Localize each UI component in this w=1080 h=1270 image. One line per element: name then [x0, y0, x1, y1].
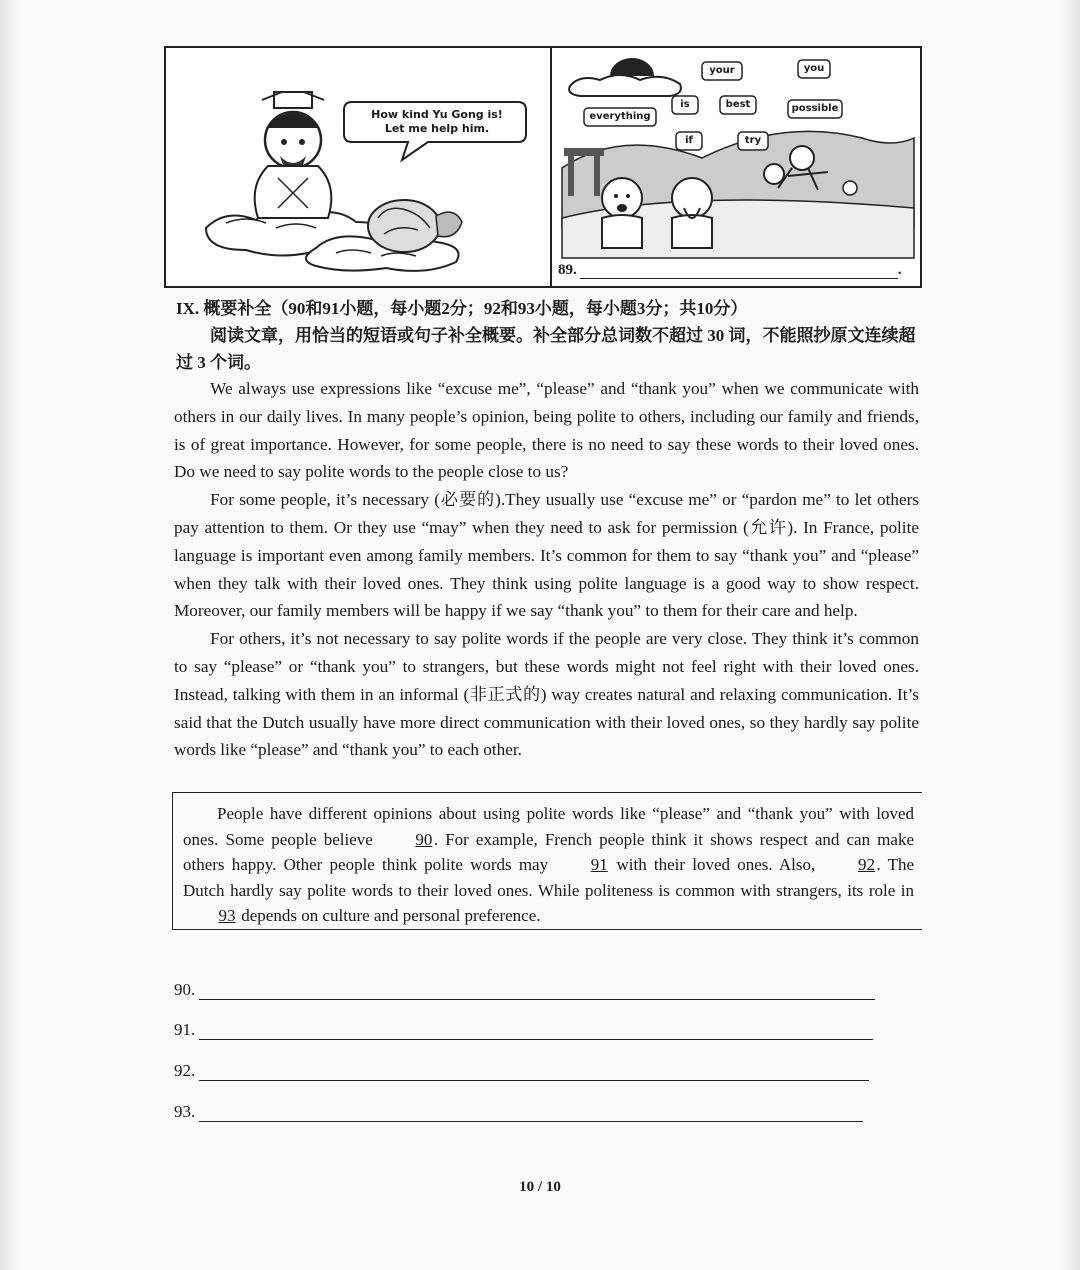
- question-89-number: 89.: [558, 262, 577, 278]
- word-bubble: your: [709, 65, 735, 76]
- blank-91: 91: [590, 855, 608, 874]
- answer-row-92: [174, 1061, 869, 1081]
- word-bubble: try: [744, 135, 762, 146]
- word-bubble: you: [803, 63, 825, 74]
- blank-93: 93: [218, 906, 236, 925]
- summary-segment: . For example, French people think it shows respect and can make others happy. Other people think polite words may: [183, 829, 914, 874]
- word-bubble: everything: [589, 111, 651, 122]
- comic-panel-left: [166, 48, 550, 286]
- speech-bubble-line-2: Let me help him.: [384, 122, 490, 135]
- passage-paragraph: For others, it’s not necessary to say polite words if the people are very close. They think it’s common to say “please” or “thank you” to strangers, but these words might not feel right with their loved ones. Instead, talking with them in an informal (非正式的) way creates natural and relaxing communication. It’s said that the Dutch usually have more direct communication with their loved ones, so they hardly say polite words like “please” and “thank you” to each other.: [174, 629, 919, 760]
- answer-number: 91.: [174, 1020, 196, 1039]
- word-bubble: best: [725, 99, 751, 110]
- answer-number: 93.: [174, 1102, 196, 1121]
- summary-segment: depends on culture and personal preference.: [237, 906, 541, 925]
- answer-row-90: [174, 980, 875, 1000]
- comic-strip: [164, 46, 922, 288]
- answer-number: 90.: [174, 980, 196, 999]
- answer-line-91[interactable]: [199, 1023, 873, 1040]
- passage-paragraph: For some people, it’s necessary (必要的).They usually use “excuse me” or “pardon me” to let others pay attention to them. Or they use “may” when they need to ask for permission (允许). In France, polite language is important even among family members. It’s common for them to say “thank you” and “please” when they talk with their loved ones. They think using polite language is a good way to show respect. Moreover, our family members will be happy if we say “thank you” to them for their care and help.: [174, 490, 919, 621]
- speech-bubble-line-1: How kind Yu Gong is!: [371, 108, 503, 121]
- answer-line-89[interactable]: [580, 264, 898, 279]
- blank-92: 92: [857, 855, 875, 874]
- summary-segment: with their loved ones. Also,: [609, 855, 823, 874]
- answer-line-93[interactable]: [199, 1105, 863, 1122]
- word-bubble: possible: [791, 103, 839, 114]
- summary-text: [183, 801, 914, 929]
- summary-segment: . The Dutch hardly say polite words to their loved ones. While politeness is common with strangers, its role in: [183, 855, 915, 900]
- answer-row-91: [174, 1020, 873, 1040]
- comic-panel-right: [550, 48, 920, 286]
- summary-segment: People have different opinions about using polite words like “please” and “thank you” with loved ones. Some people believe: [183, 804, 914, 849]
- section-instructions: 阅读文章，用恰当的短语或句子补全概要。补全部分总词数不超过 30 词，不能照抄原文连续超过 3 个词。: [176, 326, 916, 372]
- answer-line-90[interactable]: [199, 983, 875, 1000]
- section-title: IX. 概要补全（90和91小题，每小题2分；92和93小题，每小题3分；共10分）: [176, 299, 748, 318]
- answer-line-92[interactable]: [199, 1064, 869, 1081]
- summary-box: [172, 792, 922, 930]
- yu-gong-cartoon-illustration: [166, 48, 550, 286]
- children-playing-illustration: [552, 48, 918, 286]
- blank-90: 90: [415, 829, 433, 849]
- passage-paragraph: We always use expressions like “excuse me”, “please” and “thank you” when we communicate with others in our daily lives. In many people’s opinion, being polite to others, including our family and friends, is of great importance. However, for some people, there is no need to say these words to their loved ones. Do we need to say polite words to the people close to us?: [174, 379, 919, 482]
- answer-row-93: [174, 1102, 863, 1122]
- reading-passage: [174, 375, 919, 764]
- word-bubble: is: [680, 99, 690, 110]
- word-bubble: if: [685, 135, 693, 146]
- question-89: 89. .: [558, 262, 902, 278]
- answer-number: 92.: [174, 1061, 196, 1080]
- page-number: 10 / 10: [519, 1179, 561, 1195]
